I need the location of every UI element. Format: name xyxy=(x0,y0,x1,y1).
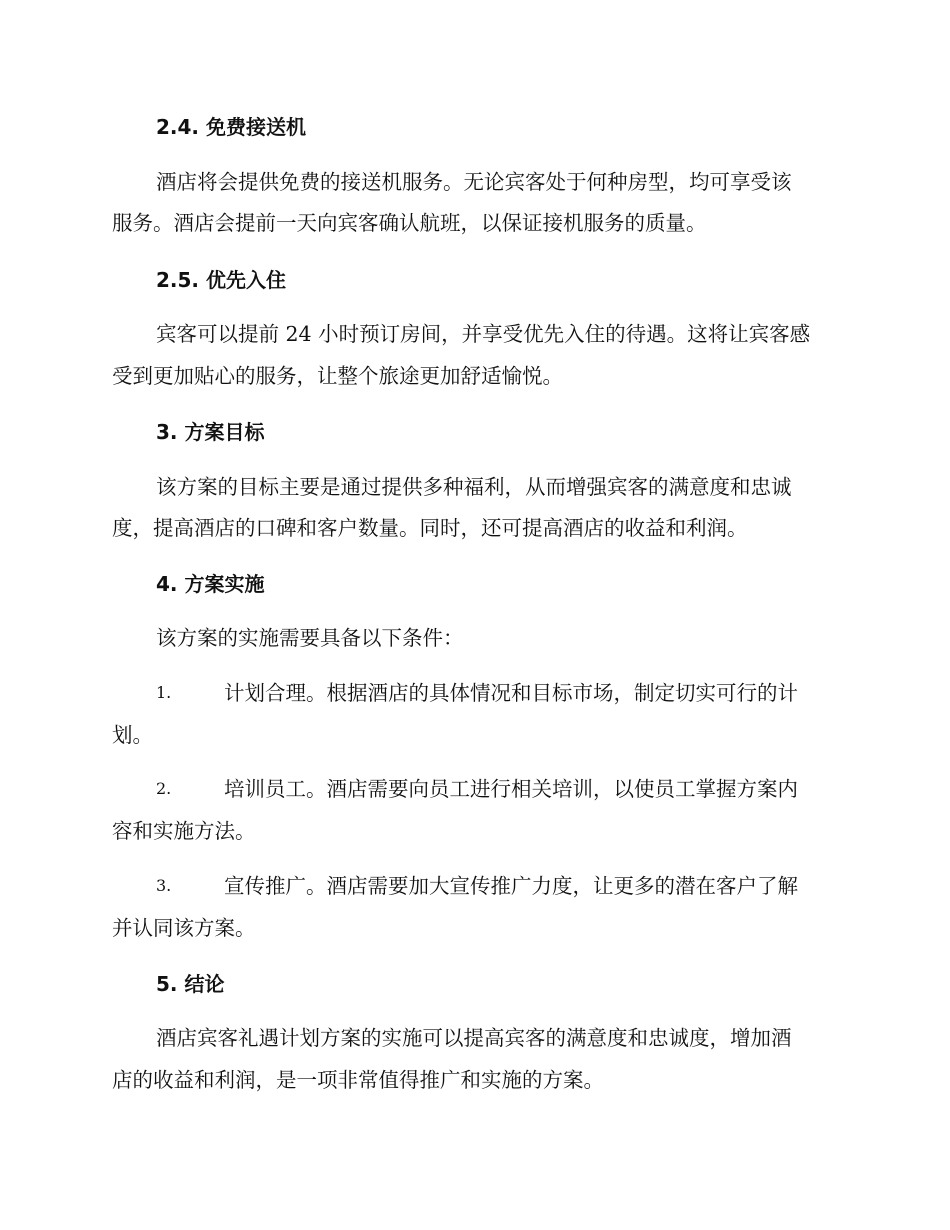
list-item-text: 培训员工。酒店需要向员工进行相关培训，以使员工掌握方案内 xyxy=(224,777,798,801)
paragraph-line: 该方案的实施需要具备以下条件： xyxy=(156,626,464,650)
section-heading-2-5: 2.5. 优先入住 xyxy=(156,268,286,292)
list-item-text: 并认同该方案。 xyxy=(112,916,256,940)
paragraph-line: 酒店宾客礼遇计划方案的实施可以提高宾客的满意度和忠诚度，增加酒 xyxy=(156,1026,792,1050)
section-heading-2-4: 2.4. 免费接送机 xyxy=(156,115,306,139)
list-item-text: 计划合理。根据酒店的具体情况和目标市场，制定切实可行的计 xyxy=(224,681,798,705)
section-heading-3: 3. 方案目标 xyxy=(156,420,265,444)
list-item-number: 1. xyxy=(156,683,172,702)
paragraph-line: 服务。酒店会提前一天向宾客确认航班，以保证接机服务的质量。 xyxy=(112,211,707,235)
paragraph-line: 该方案的目标主要是通过提供多种福利，从而增强宾客的满意度和忠诚 xyxy=(156,475,792,499)
section-heading-4: 4. 方案实施 xyxy=(156,572,265,596)
list-item-text: 划。 xyxy=(112,723,153,747)
paragraph-line: 酒店将会提供免费的接送机服务。无论宾客处于何种房型，均可享受该 xyxy=(156,170,792,194)
paragraph-line: 店的收益和利润，是一项非常值得推广和实施的方案。 xyxy=(112,1068,604,1092)
list-item-text: 宣传推广。酒店需要加大宣传推广力度，让更多的潜在客户了解 xyxy=(224,874,798,898)
list-item-number: 2. xyxy=(156,779,172,798)
list-item-number: 3. xyxy=(156,876,172,895)
list-item-text: 容和实施方法。 xyxy=(112,819,256,843)
paragraph-line: 度，提高酒店的口碑和客户数量。同时，还可提高酒店的收益和利润。 xyxy=(112,516,748,540)
section-heading-5: 5. 结论 xyxy=(156,972,225,996)
paragraph-line: 宾客可以提前 24 小时预订房间，并享受优先入住的待遇。这将让宾客感 xyxy=(156,322,811,346)
paragraph-line: 受到更加贴心的服务，让整个旅途更加舒适愉悦。 xyxy=(112,364,563,388)
